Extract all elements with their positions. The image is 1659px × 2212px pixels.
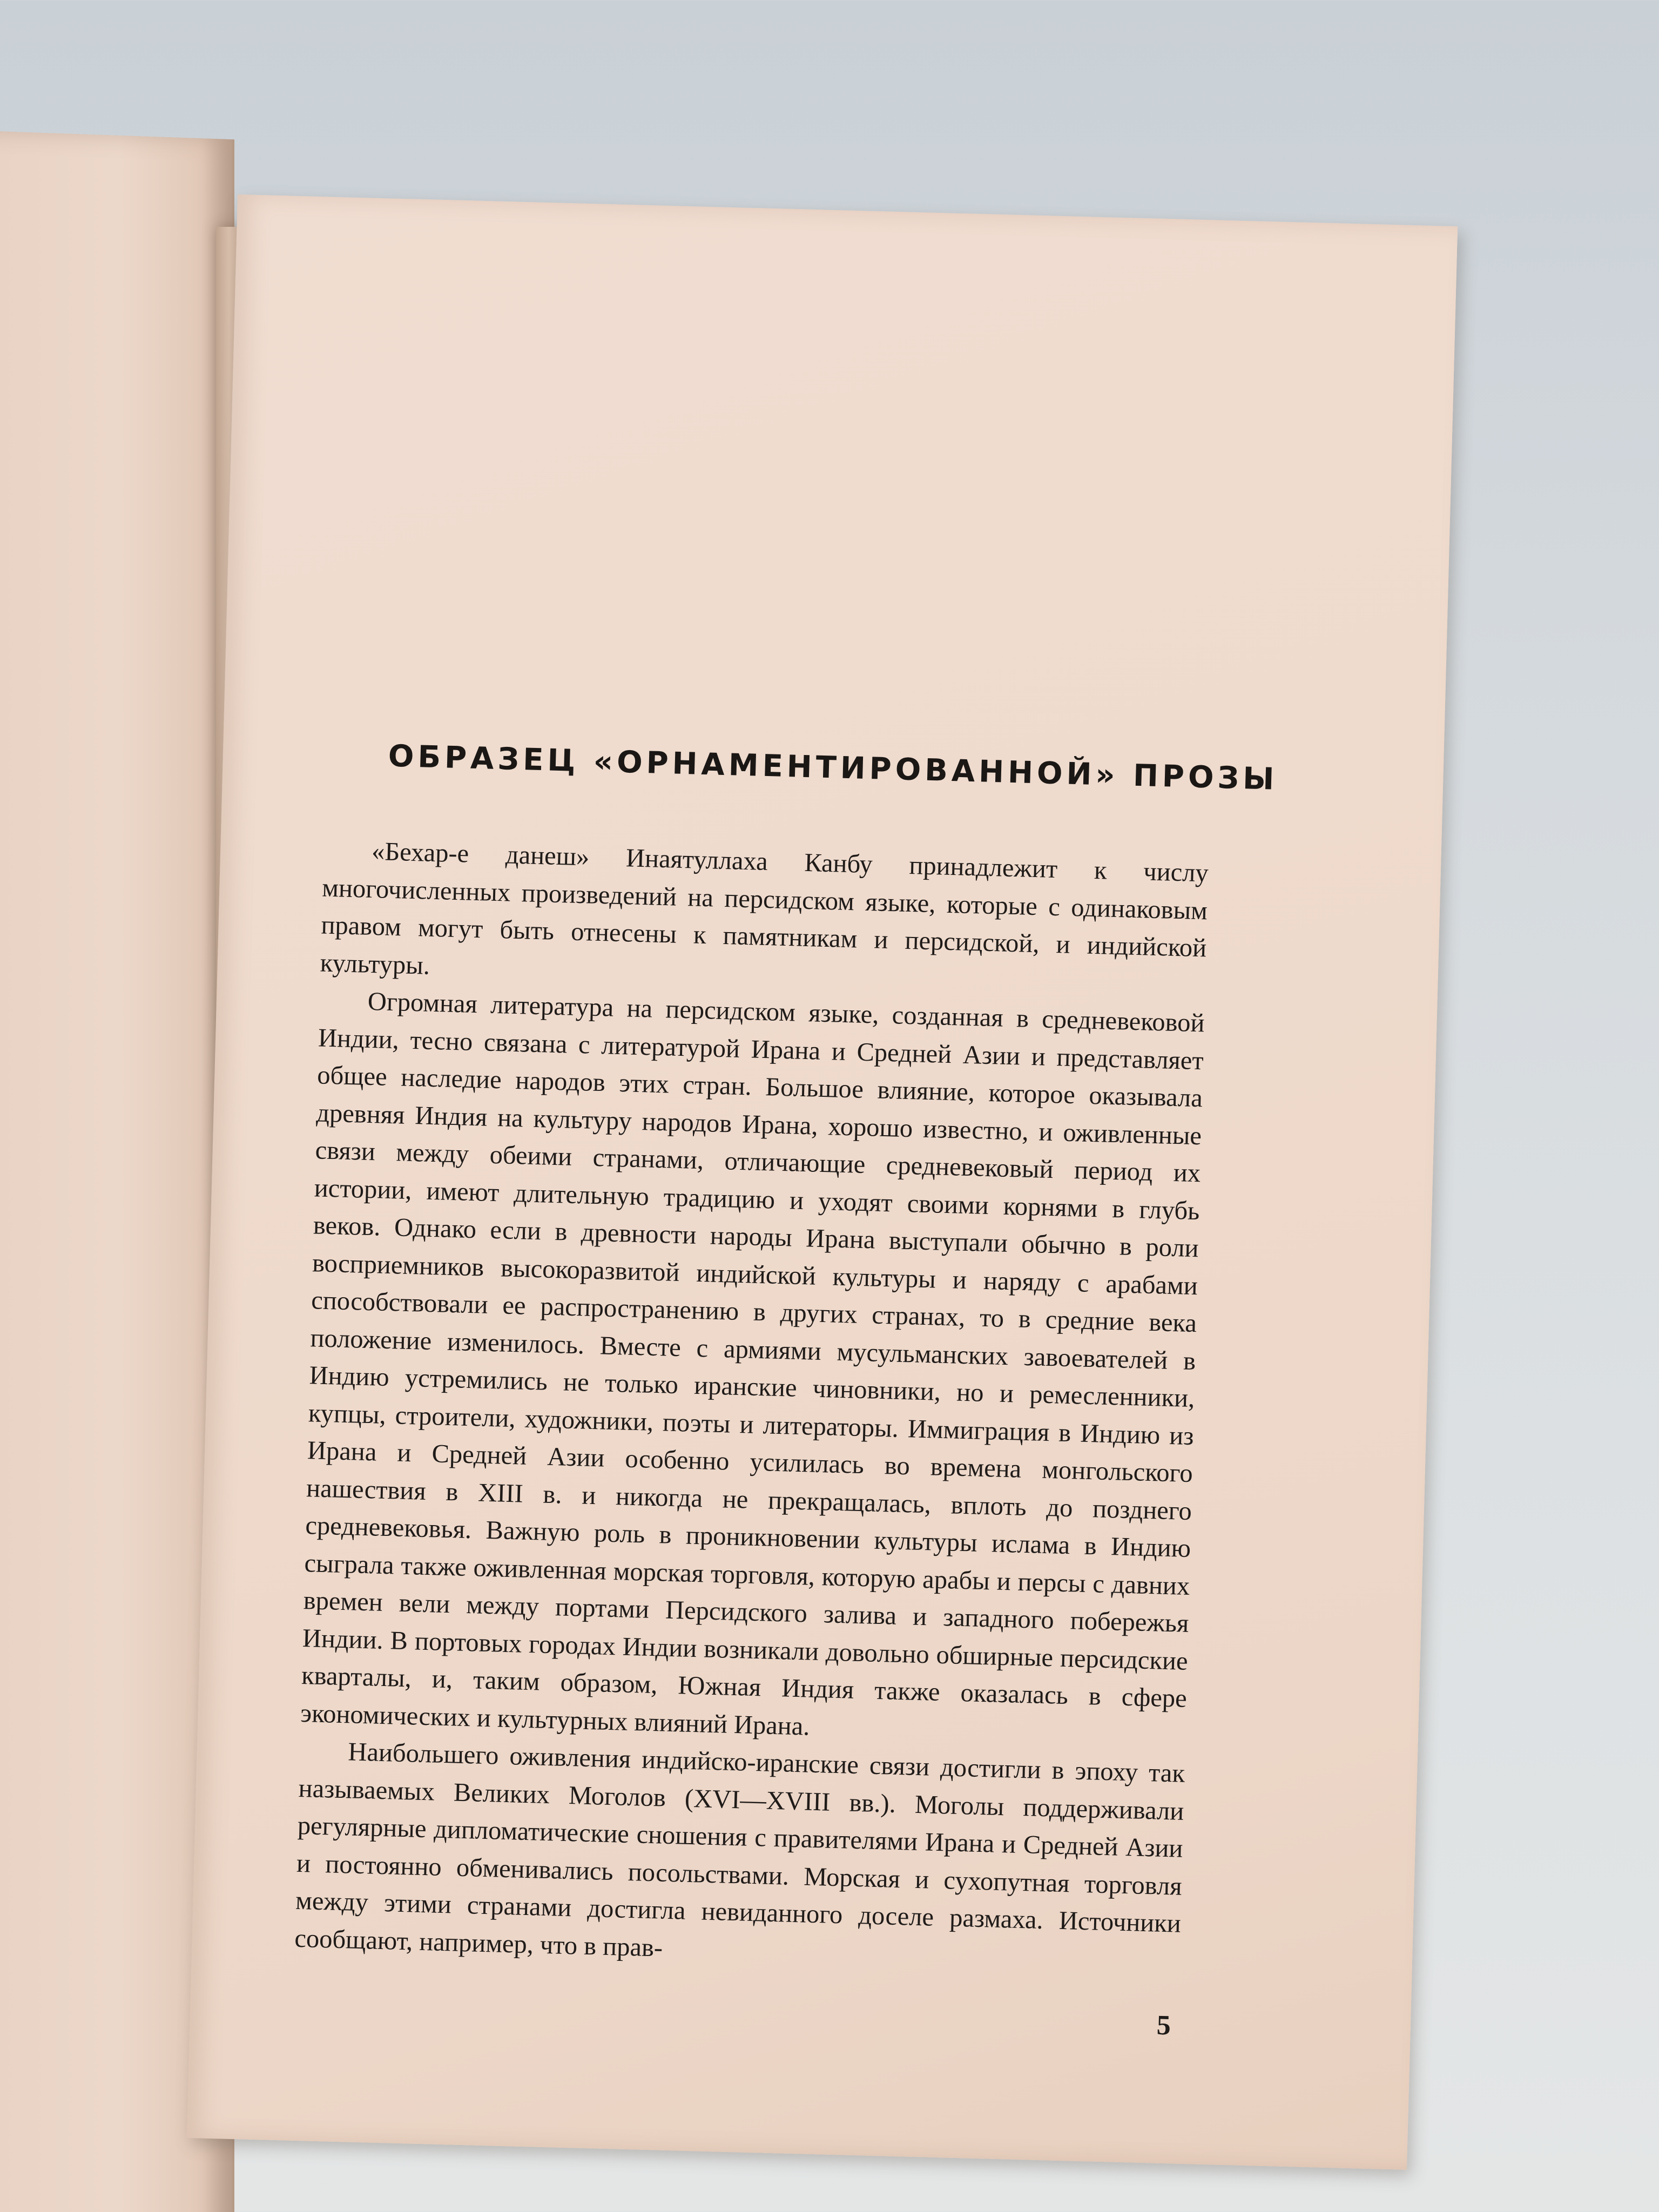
paragraph-1: «Бехар-е данеш» Инаятуллаха Канбу принадлежит к числу многочисленных произведений на персидском языке, которые с одинаковым правом могут быть отнесены к памятникам и персидской, и индийской культуры. [320,837,1209,980]
right-page [187,194,1458,2170]
page-number: 5 [1156,2009,1171,2041]
paragraph-2: Огромная литература на персидском языке, созданная в средневековой Индии, тесно связана с литературой Ирана и Средней Азии и представляет общее наследие народов этих стран. Большое влияние, которое оказывала древняя Индия на культуру народов Ирана, хорошо известно, и оживленные связи между обеими странами, отличающие средневековый период их истории, имеют длительную традицию и уходят своими корнями в глубь веков. Однако если в древности народы Ирана выступали обычно в роли восприемников высокоразвитой индийской культуры и наряду с арабами способствовали ее распространению в других странах, то в средние века положение изменилось. Вместе с армиями мусульманских завоевателей в Индию устремились не только иранские чиновники, но и ремесленники, купцы, строители, художники, поэты и литераторы. Иммиграция в Индию из Ирана и Средней Азии особенно усилилась во времена монгольского нашествия в XIII в. и никогда не прекращалась, вплоть до позднего средневековья. Важную роль в проникновении культуры ислама в Индию сыграла также оживленная морская торговля, которую арабы и персы с давних времен вели между портами Персидского залива и западного побережья Индии. В портовых городах Индии возникали довольно обширные персидские кварталы, и, таким образом, Южная Индия также оказалась в сфере экономических и культурных влияний Ирана. [300,987,1205,1741]
paragraph-3: Наибольшего оживления индийско-иранские связи достигли в эпоху так называемых Великих Моголов (XVI—XVIII вв.). Моголы поддерживали регулярные дипломатические сношения с правителями Ирана и Средней Азии и постоянно обменивались посольствами. Морская и сухопутная торговля между этими странами достигла невиданного доселе размаха. Источники сообщают, например, что в прав- [294,1737,1185,1963]
page-title: ОБРАЗЕЦ «ОРНАМЕНТИРОВАННОЙ» ПРОЗЫ [388,738,1279,797]
body-text [294,832,1209,1980]
